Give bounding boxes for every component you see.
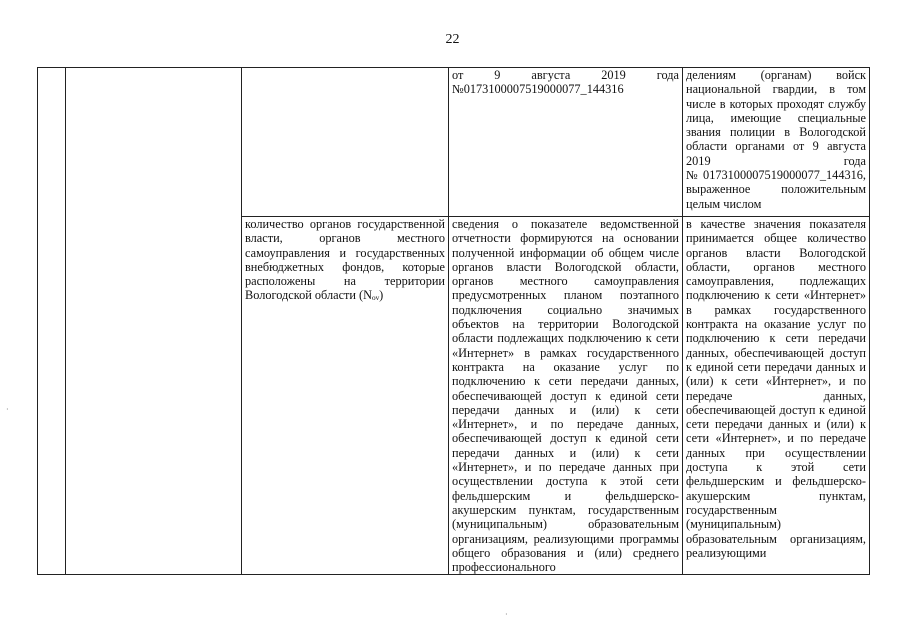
calculation-cell	[683, 217, 870, 575]
source-text: сведения о показателе ведомственной отчетности формируются на основании полученной информации об общем числе органов власти Вологодской области, органов местного самоуправления предусмотренных планом поэтапного подключения социально значимых объектов на территории Вологодской области подлежащих подключению к сети «Интернет» в рамках государственного контракта на оказание услуг по подключению к сети передачи данных, обеспечивающей доступ к единой сети передачи данных и (или) к сети «Интернет», и по передаче данных, обеспечивающей доступ к единой сети передачи данных и (или) к сети «Интернет», и по передаче данных при осуществлении доступа к этой сети фельдшерским и фельдшерско-акушерским пунктам, государственным (муниципальным) образовательным организациям, реализующими программы общего образования и (или) среднего профессионального	[452, 217, 679, 575]
calculation-text: делениям (органам) войск национальной гвардии, в том числе в которых проходят службу лица, имеющие специальные звания полиции в Вологодской области органами от 9 августа 2019 года №0173100007519000077_144316, выраженное положительным целым числом	[686, 68, 866, 211]
table-row	[38, 68, 870, 217]
calculation-cell	[683, 68, 870, 217]
parameter-text: количество органов государственной власти, органов местного самоуправления и государственных внебюджетных фондов, которые расположены на территории Вологодской области (Nₒᵥ)	[245, 217, 445, 303]
indicator-table	[37, 67, 870, 575]
source-cell	[449, 68, 683, 217]
parameter-cell	[242, 217, 449, 575]
source-text: от 9 августа 2019 года №0173100007519000077_144316	[452, 68, 679, 97]
scan-speck: ·	[6, 405, 9, 414]
number-cell	[38, 68, 66, 575]
source-cell	[449, 217, 683, 575]
scan-speck: ·	[505, 610, 508, 619]
indicator-name-cell	[66, 68, 242, 575]
page-number: 22	[445, 32, 460, 47]
parameter-cell	[242, 68, 449, 217]
calculation-text: в качестве значения показателя принимается общее количество органов власти Вологодской области, органов местного самоуправления, подлежащих подключению к сети «Интернет» в рамках государственного контракта на оказание услуг по подключению к сети передачи данных, обеспечивающей доступ к единой сети передачи данных и (или) к сети «Интернет», и по передаче данных, обеспечивающей доступ к единой сети передачи данных и (или) к сети «Интернет», и по передаче данных при осуществлении доступа к этой сети фельдшерским и фельдшерско-акушерским пунктам, государственным (муниципальным) образовательным организациям, реализующими	[686, 217, 866, 560]
